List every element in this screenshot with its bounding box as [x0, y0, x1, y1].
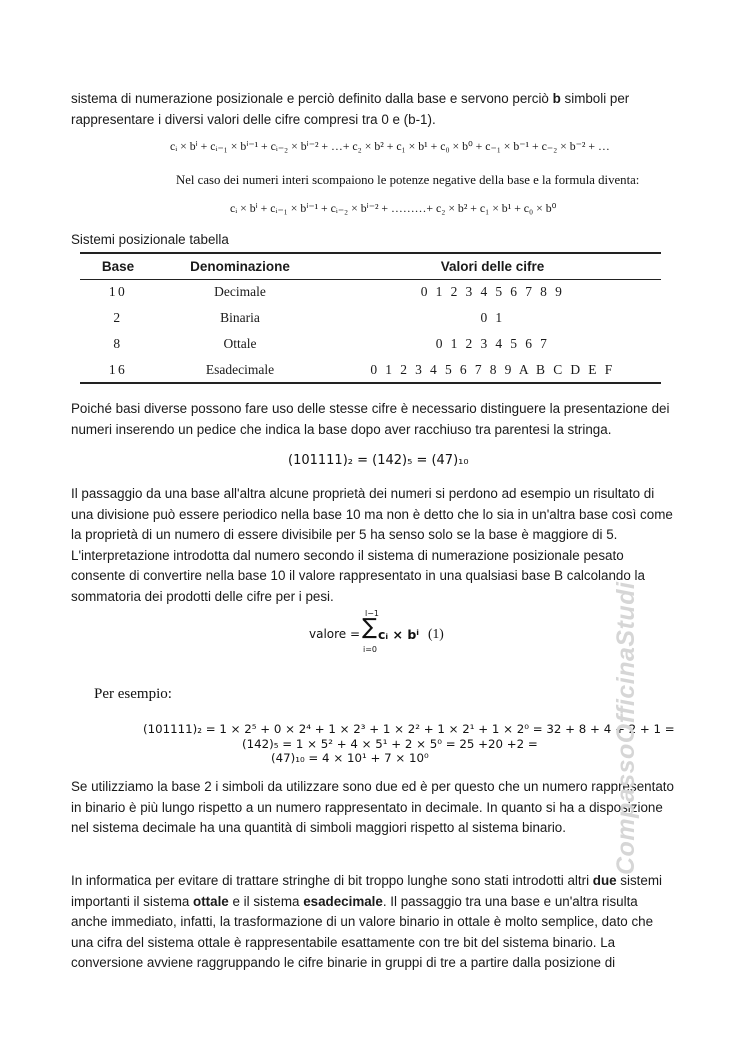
cell-valori: 0 1 [480, 310, 505, 325]
sum-term: cᵢ × bⁱ [378, 627, 420, 642]
cell-base: 2 [113, 310, 123, 325]
table-header-row [80, 253, 661, 279]
sigma-symbol: ∑ [362, 615, 377, 640]
header-denominazione: Denominazione [156, 253, 324, 279]
integer-note: Nel caso dei numeri interi scompaiono le potenze negative della base e la formula diventa: [176, 173, 640, 187]
cell-denominazione: Binaria [220, 310, 260, 325]
integer-formula: cᵢ × bⁱ + cᵢ₋₁ × bⁱ⁻¹ + cᵢ₋₂ × bⁱ⁻² + ………+ c₂ × b² + c₁ × b¹ + c₀ × b⁰ [230, 201, 557, 215]
table-row [80, 279, 661, 305]
table-row [80, 331, 661, 357]
octal-hex-paragraph: In informatica per evitare di trattare stringhe di bit troppo lunghe sono stati introdotti altri due sistemi importanti il sistema ottale e il sistema esadecimale. Il passaggio tra una base e un'altra risulta anche immediato, infatti, la trasformazione di un valore binario in ottale è molto semplice, dato che una cifra del sistema ottale è rappresentabile esattamente con tre bit del sistema binario. La conversione avviene raggruppando le cifre binarie in gruppi di tre a partire dalla posizione di [71, 873, 662, 970]
intro-paragraph: sistema di numerazione posizionale e perciò definito dalla base e servono perciò b simboli per rappresentare i diversi valori delle cifre compresi tra 0 e (b-1). [71, 91, 630, 127]
header-valori: Valori delle cifre [324, 253, 661, 279]
cell-base: 16 [80, 357, 156, 383]
cell-valori: 0 1 2 3 4 5 6 7 8 9 A B C D E F [324, 357, 661, 383]
notation-example: (101111)₂ = (142)₅ = (47)₁₀ [288, 453, 469, 468]
equation-number: (1) [428, 626, 444, 641]
base-notation-paragraph: Poiché basi diverse possono fare uso delle stesse cifre è necessario distinguere la presentazione dei numeri inserendo un pedice che indica la base dopo aver racchiuso tra parentesi la stringa. [71, 401, 670, 437]
sum-lhs: valore = [309, 627, 361, 641]
sum-upper-limit: l−1 [365, 609, 380, 618]
cell-valori: 0 1 2 3 4 5 6 7 [435, 336, 550, 351]
cell-valori: 0 1 2 3 4 5 6 7 8 9 [420, 284, 565, 300]
cell-base: 8 [113, 336, 123, 351]
table-row [80, 305, 661, 331]
header-base: Base [80, 253, 156, 279]
positional-formula: cᵢ × bⁱ + cᵢ₋₁ × bⁱ⁻¹ + cᵢ₋₂ × bⁱ⁻² + …+ c₂ × b² + c₁ × b¹ + c₀ × b⁰ + c₋₁ × b⁻¹ + c₋₂ × b⁻² + … [170, 139, 610, 153]
example-title: Per esempio: [94, 686, 172, 702]
cell-denominazione: Decimale [214, 284, 266, 300]
table-caption: Sistemi posizionale tabella [71, 232, 229, 247]
example-line: (101111)₂ = 1 × 2⁵ + 0 × 2⁴ + 1 × 2³ + 1 × 2² + 1 × 2¹ + 1 × 2⁰ = 32 + 8 + 4 + 2 + 1 = [143, 722, 675, 736]
cell-denominazione: Ottale [223, 336, 257, 351]
example-line: (47)₁₀ = 4 × 10¹ + 7 × 10⁰ [271, 751, 429, 765]
numeral-systems-table [80, 252, 661, 384]
cell-base: 10 [108, 284, 128, 300]
table-row [80, 357, 661, 383]
sum-lower-limit: i=0 [363, 645, 378, 654]
conversion-paragraph: Il passaggio da una base all'altra alcune proprietà dei numeri si perdono ad esempio un risultato di una divisione può essere periodico nella base 10 ma non è detto che lo sia in un'altra base così come la proprietà di un numero di essere divisibile per 5 ha senso solo se la base è maggiore di 5. L'interpretazione introdotta dal numero secondo il sistema di numerazione posizionale pesato consente di convertire nella base 10 il valore rappresentato in una qualsiasi base B calcolando la sommatoria dei prodotti delle cifre per i pesi. [71, 486, 673, 604]
binary-length-paragraph: Se utilizziamo la base 2 i simboli da utilizzare sono due ed è per questo che un numero rappresentato in binario è più lungo rispetto a un numero rappresentato in decimale. In quanto si ha a disposizione nel sistema decimale ha una quantità di simboli maggiori rispetto al sistema binario. [71, 779, 674, 835]
example-line: (142)₅ = 1 × 5² + 4 × 5¹ + 2 × 5⁰ = 25 +20 +2 = [242, 737, 538, 751]
watermark-text: CompassoOfficinaStudi [612, 581, 640, 875]
cell-denominazione: Esadecimale [156, 357, 324, 383]
